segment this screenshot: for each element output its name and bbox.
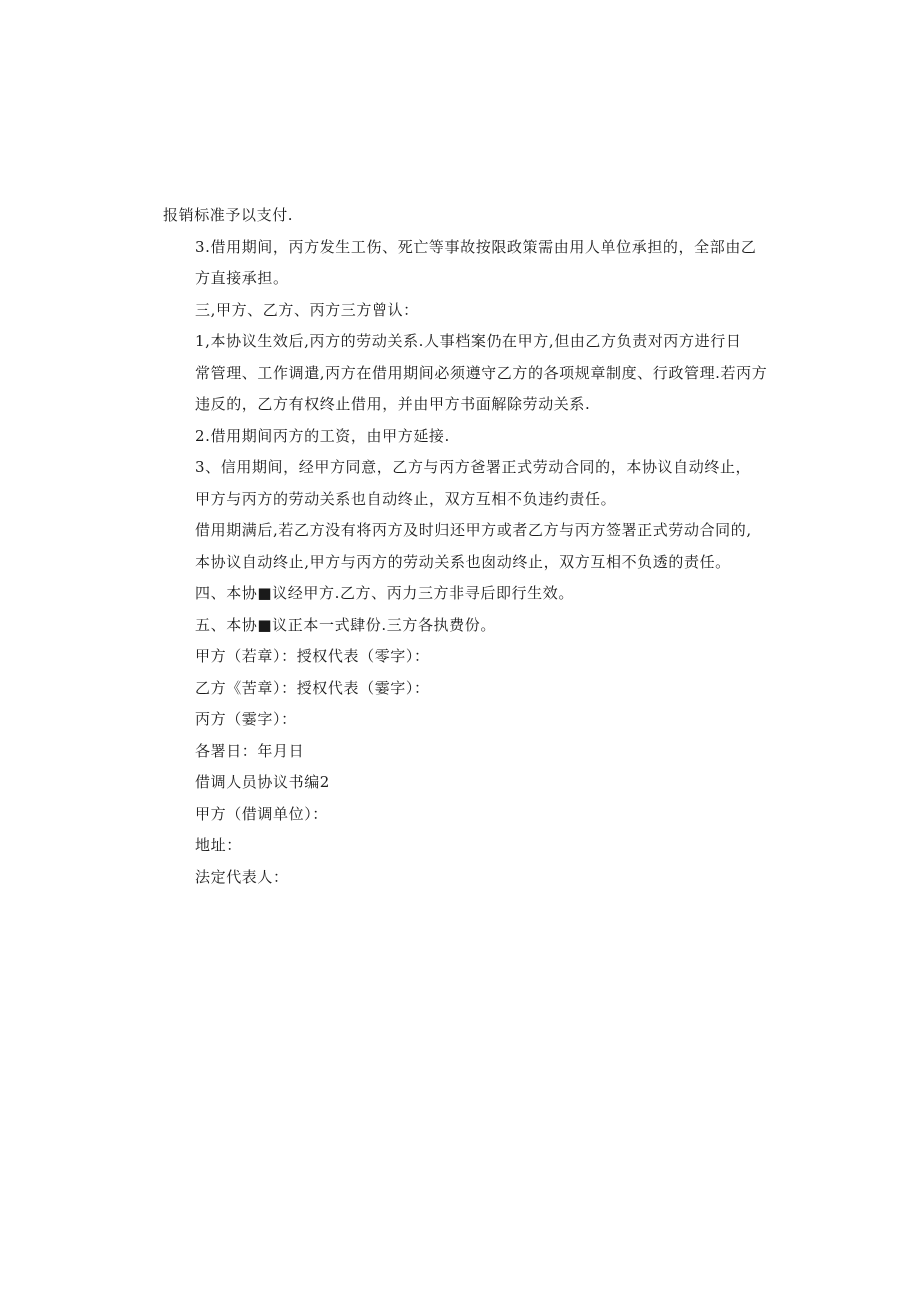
text-line: 3、信用期间，经甲方同意，乙方与丙方爸署正式劳动合同的，本协议自动终止， [195,458,752,476]
paragraph [163,421,763,453]
text-line: 甲方与丙方的劳动关系也自动终止，双方互相不负违约责任。 [195,489,617,508]
text-line: 借用期满后,若乙方没有将丙方及时归还甲方或者乙方与丙方签署正式劳动合同的, [195,521,752,539]
text-line: 报销标准予以支付. [163,206,294,224]
paragraph [163,673,763,705]
paragraph [163,704,763,736]
text-line: 甲方（借调单位）： [195,804,328,823]
text-line: 常管理、工作调遣,丙方在借用期间必须遵守乙方的各项规章制度、行政管理.若丙方 [195,363,768,382]
text-line: 1,本协议生效后,丙方的劳动关系.人事档案仍在甲方,但由乙方负责对丙方进行日 [195,332,742,350]
paragraph [163,515,763,578]
text-line: 2.借用期间丙方的工资，由甲方延接. [195,426,450,445]
paragraph [163,736,763,768]
text-line: 违反的，乙方有权终止借用，并由甲方书面解除劳动关系. [195,395,591,413]
text-line: 五、本协■议正本一式肆份.三方各执费份。 [195,615,496,634]
paragraph [163,295,763,327]
text-line: 甲方（若章）：授权代表（零字）： [195,647,430,665]
paragraph [163,767,763,799]
text-line: 3.借用期间，丙方发生工伤、死亡等事故按限政策需由用人单位承担的，全部由乙 [195,237,757,256]
paragraph [163,452,763,515]
text-line: 四、本协■议经甲方.乙方、丙力三方非寻后即行生效。 [195,584,574,602]
paragraph [163,862,763,894]
text-line: 借调人员协议书编2 [195,773,330,791]
paragraph [163,326,768,421]
text-line: 各署日：年月日 [195,741,305,760]
paragraph [163,200,763,232]
paragraph [163,610,763,642]
document-body [163,200,768,893]
paragraph [163,799,763,831]
text-line: 方直接承担。 [195,269,289,287]
text-line: 地址： [195,836,242,854]
text-line: 本协议自动终止,甲方与丙方的劳动关系也囱动终止，双方互相不负透的责任。 [195,552,731,571]
text-line: 三,甲方、乙方、丙方三方曾认： [195,300,419,319]
text-line: 法定代表人： [195,867,289,886]
paragraph [163,578,763,610]
paragraph [163,232,763,295]
text-line: 丙方（霎字）： [195,710,297,728]
text-line: 乙方《苦章）：授权代表（霎字）： [195,678,430,697]
paragraph [163,830,763,862]
paragraph [163,641,763,673]
